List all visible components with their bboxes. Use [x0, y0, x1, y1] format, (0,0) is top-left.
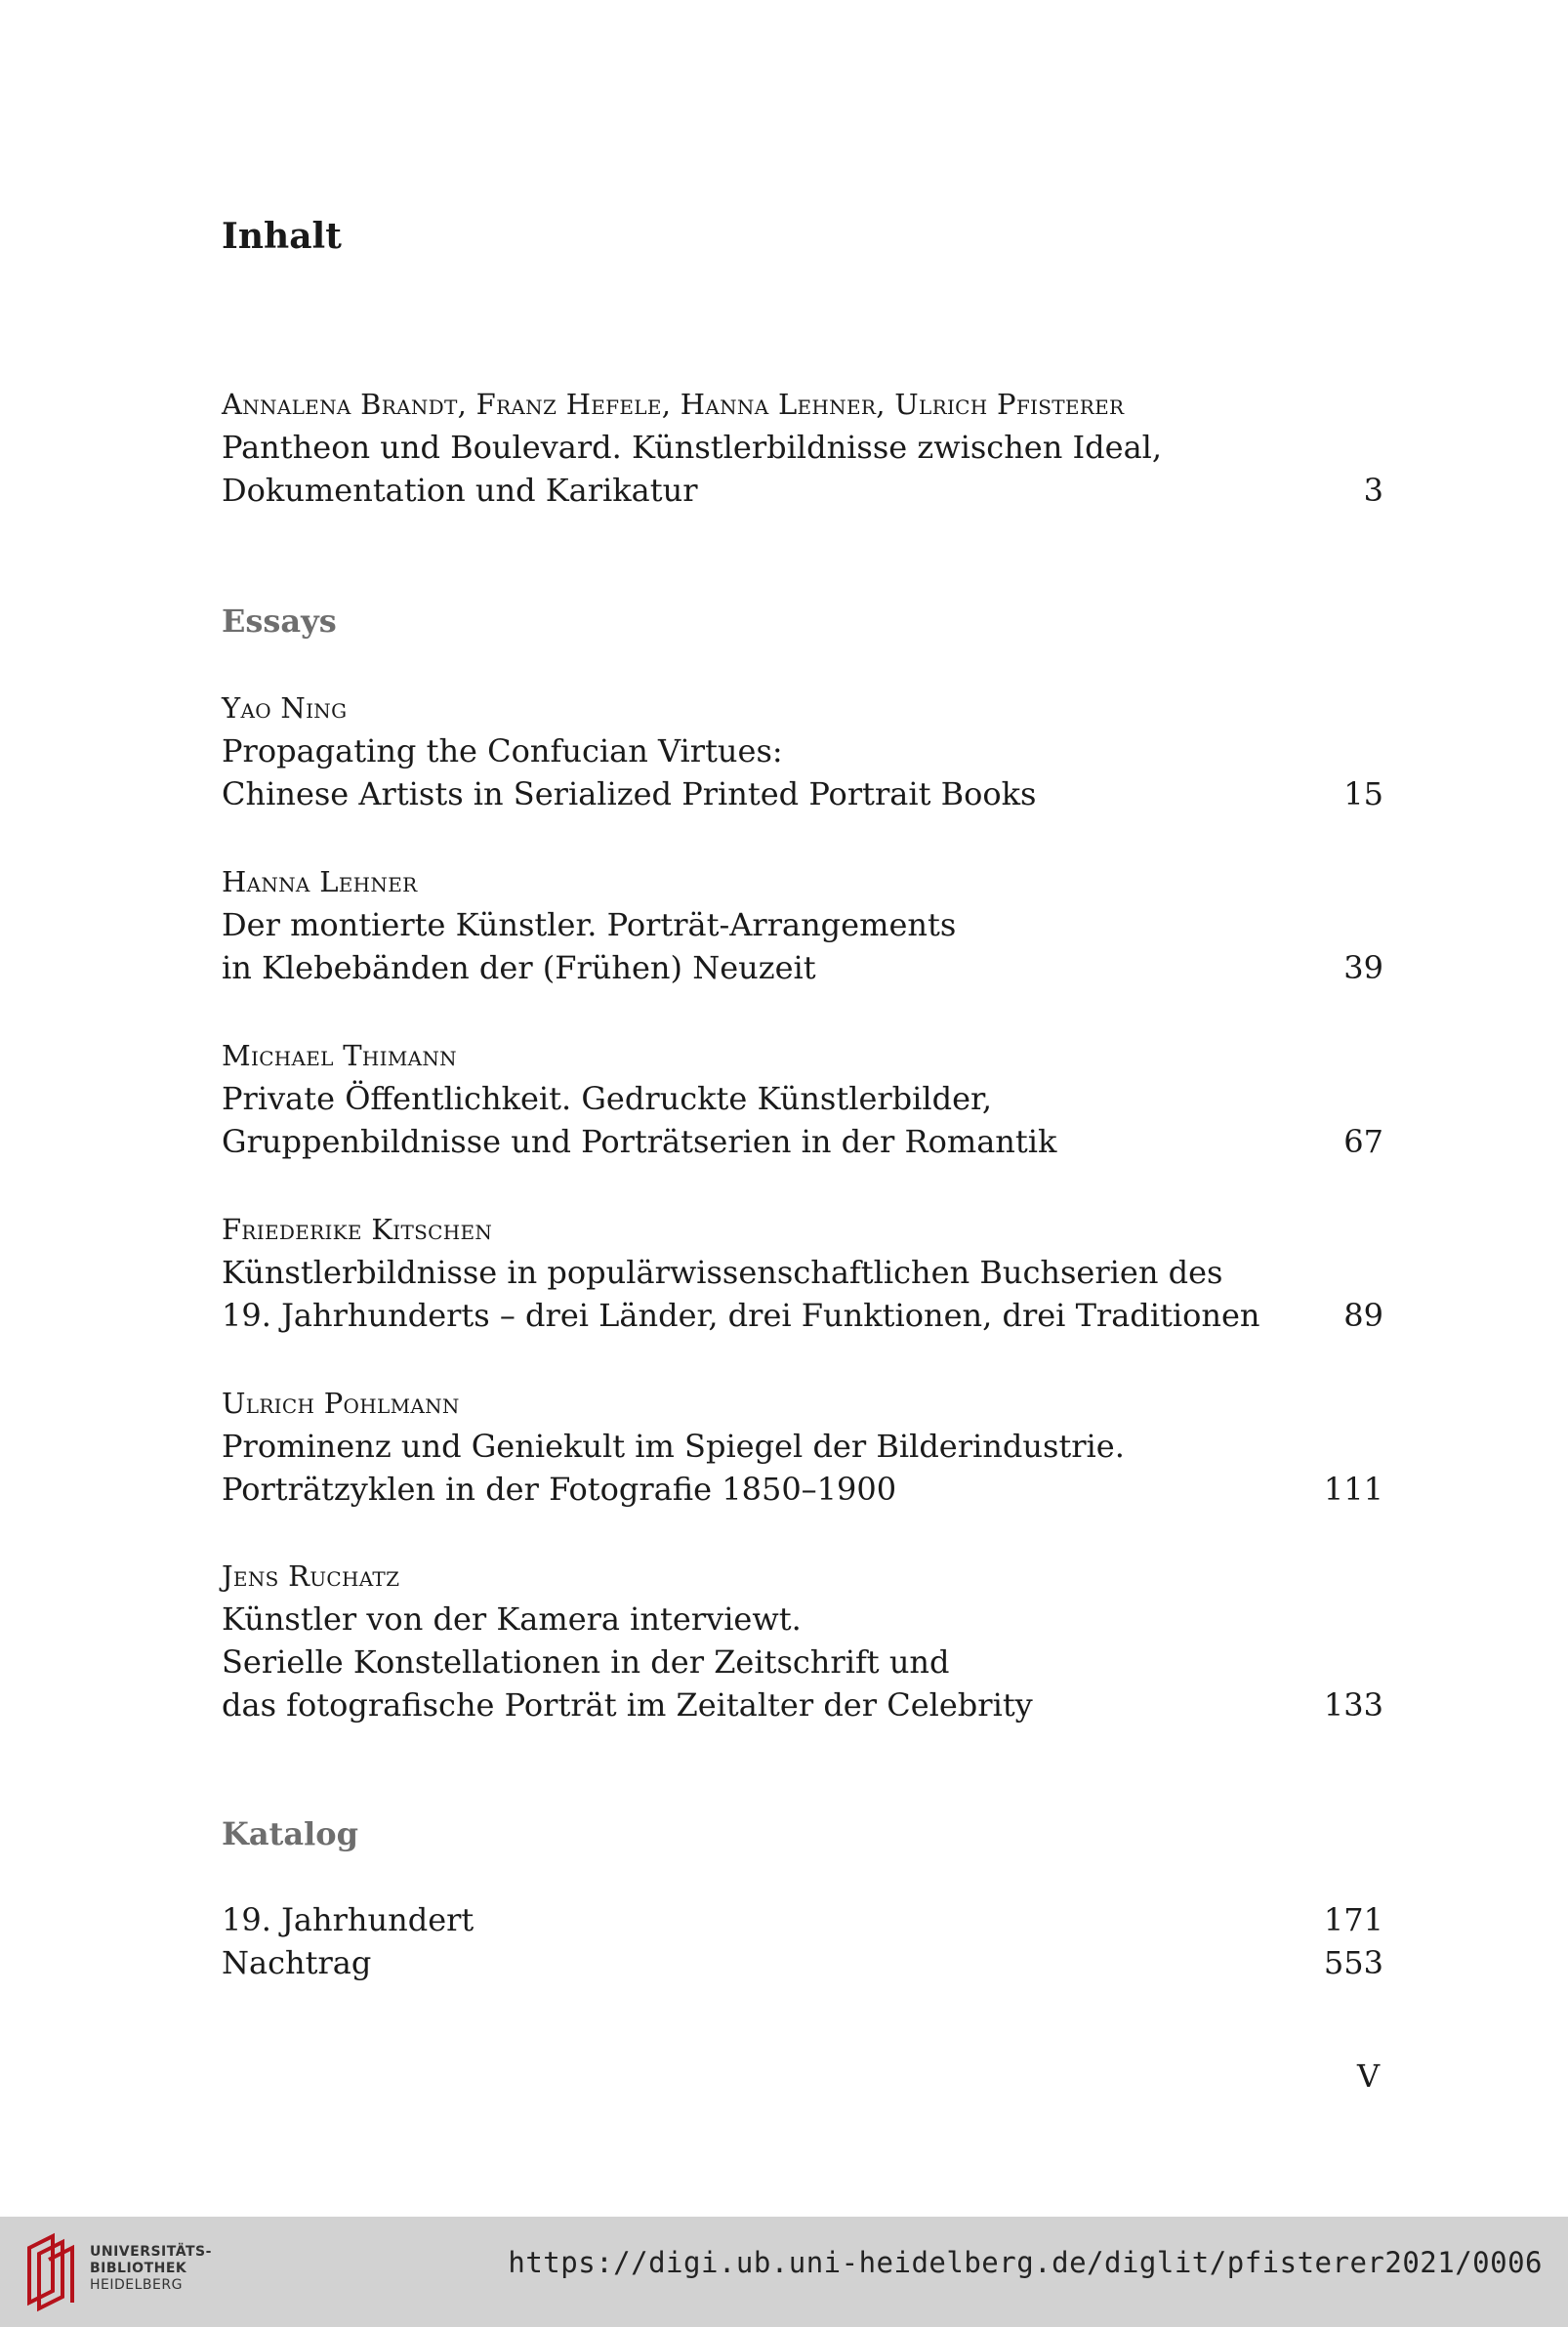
essay-page-number: 39 [1343, 949, 1383, 986]
footer-bar [0, 2217, 1568, 2327]
katalog-page-number: 171 [1323, 1901, 1383, 1938]
essay-title-line2 [222, 772, 1383, 815]
essay-title-line1: Prominenz und Geniekult im Spiegel der Bilderindustrie. [222, 1428, 1125, 1465]
essay-author: Friederike Kitschen [222, 1213, 493, 1246]
essay-title-line2 [222, 1294, 1383, 1337]
katalog-entry [222, 1941, 1383, 1984]
logo-line-2: BIBLIOTHEK [90, 2261, 187, 2276]
essay-author: Ulrich Pohlmann [222, 1387, 460, 1420]
essay-title-line2-text: Gruppenbildnisse und Porträtserien in der Romantik [222, 1123, 1057, 1160]
intro-title-line2-text: Dokumentation und Karikatur [222, 472, 698, 509]
essay-page-number: 67 [1343, 1123, 1383, 1160]
essay-page-number: 89 [1343, 1297, 1383, 1334]
essay-page-number: 15 [1343, 775, 1383, 812]
essay-title-line3 [222, 1683, 1383, 1726]
intro-authors: Annalena Brandt, Franz Hefele, Hanna Lehner, Ulrich Pfisterer [222, 388, 1125, 421]
page-title: Inhalt [222, 216, 342, 257]
permalink-url[interactable]: https://digi.ub.uni-heidelberg.de/diglit/pfisterer2021/0006 [508, 2246, 1543, 2279]
essay-page-number: 133 [1323, 1686, 1383, 1724]
intro-page-number: 3 [1363, 472, 1383, 509]
essay-title-line1: Private Öffentlichkeit. Gedruckte Künstlerbilder, [222, 1080, 992, 1117]
essay-title-line2 [222, 1120, 1383, 1163]
essay-title-line1: Propagating the Confucian Virtues: [222, 732, 783, 769]
essay-title-line2-text: Porträtzyklen in der Fotografie 1850–1900 [222, 1471, 897, 1508]
essay-page-number: 111 [1323, 1471, 1383, 1508]
logo-line-3: HEIDELBERG [90, 2277, 183, 2293]
essay-title-line2-text: in Klebebänden der (Frühen) Neuzeit [222, 949, 816, 986]
essay-title-line1: Künstler von der Kamera interviewt. [222, 1600, 802, 1638]
essay-author: Michael Thimann [222, 1039, 457, 1072]
logo-line-1: UNIVERSITÄTS- [90, 2244, 212, 2260]
ub-heidelberg-logo-icon [20, 2228, 80, 2314]
essay-author: Hanna Lehner [222, 865, 418, 898]
essay-title-line2-text: 19. Jahrhunderts – drei Länder, drei Funktionen, drei Traditionen [222, 1297, 1260, 1334]
essay-title-line1: Künstlerbildnisse in populärwissenschaftlichen Buchserien des [222, 1254, 1223, 1291]
essay-title-line2-text: Chinese Artists in Serialized Printed Portrait Books [222, 775, 1037, 812]
katalog-entry-label: 19. Jahrhundert [222, 1901, 475, 1938]
section-heading-katalog: Katalog [222, 1815, 358, 1852]
section-heading-essays: Essays [222, 603, 337, 640]
essay-title-line2 [222, 946, 1383, 989]
intro-title-line1: Pantheon und Boulevard. Künstlerbildnisse zwischen Ideal, [222, 429, 1163, 466]
essay-title-line1: Der montierte Künstler. Porträt-Arrangements [222, 906, 957, 943]
intro-title-line2 [222, 469, 1383, 512]
essay-author: Jens Ruchatz [222, 1559, 400, 1593]
essay-title-line2 [222, 1468, 1383, 1511]
katalog-page-number: 553 [1323, 1944, 1383, 1981]
essay-author: Yao Ning [222, 691, 348, 725]
katalog-entry-label: Nachtrag [222, 1944, 372, 1981]
katalog-entry [222, 1898, 1383, 1941]
library-logo-text [90, 2244, 212, 2294]
page-folio: V [1357, 2057, 1381, 2095]
essay-title-line2: Serielle Konstellationen in der Zeitschrift und [222, 1643, 950, 1681]
essay-title-line3-text: das fotografische Porträt im Zeitalter der Celebrity [222, 1686, 1033, 1724]
